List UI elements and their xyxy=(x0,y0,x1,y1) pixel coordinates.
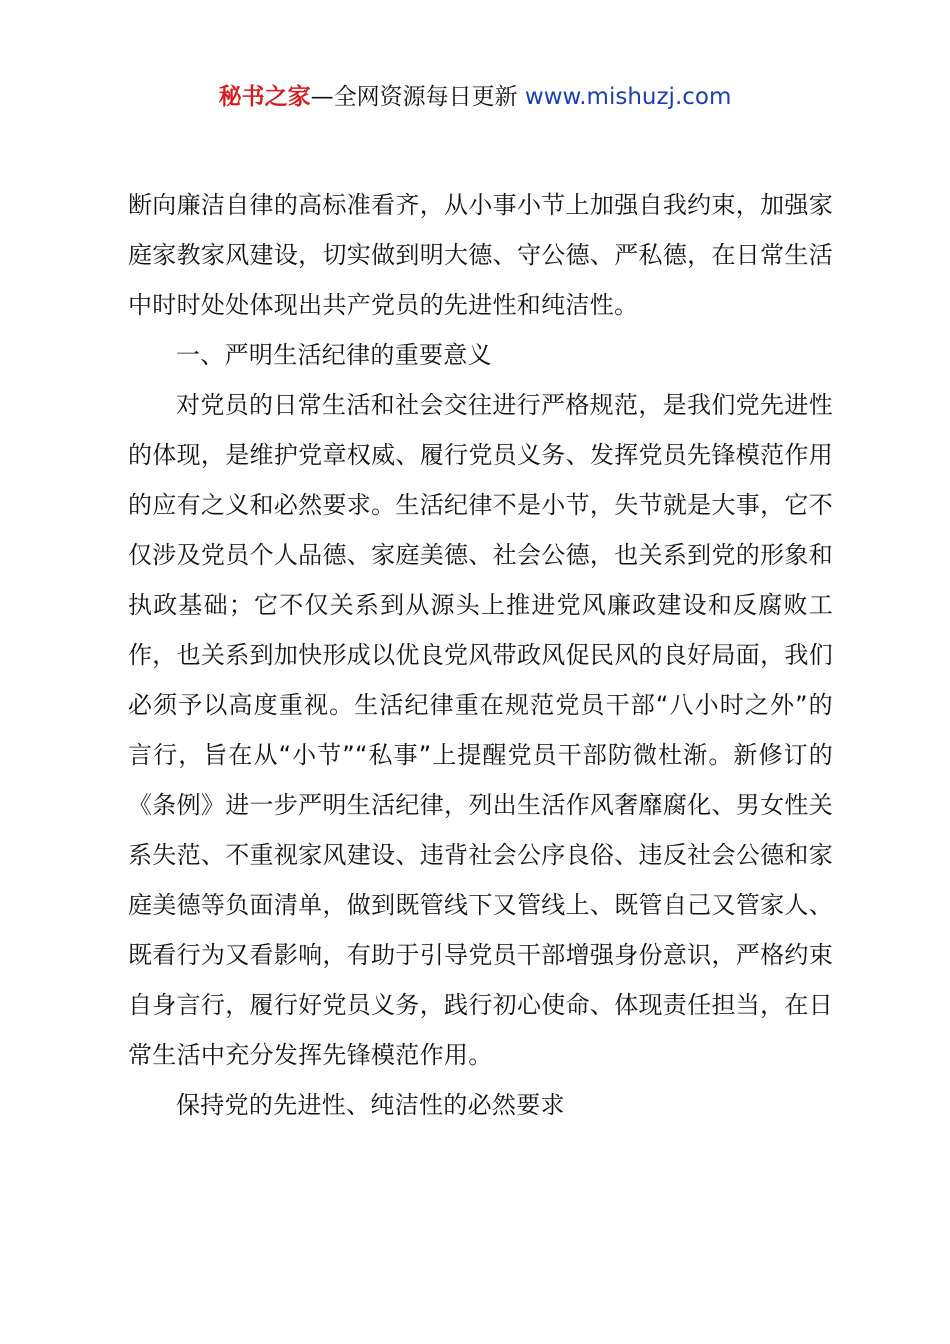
site-brand: 秘书之家 xyxy=(218,84,311,110)
paragraph-continuation: 断向廉洁自律的高标准看齐，从小事小节上加强自我约束，加强家庭家教家风建设，切实做到明大德、守公德、严私德，在日常生活中时时处处体现出共产党员的先进性和纯洁性。 xyxy=(128,191,833,319)
document-body xyxy=(128,180,833,1130)
site-url-link[interactable]: www.mishuzj.com xyxy=(524,84,732,110)
site-tagline: —全网资源每日更新 xyxy=(310,84,525,110)
page-header xyxy=(0,80,950,114)
subsection-heading: 保持党的先进性、纯洁性的必然要求 xyxy=(176,1091,565,1119)
section-heading: 一、严明生活纪律的重要意义 xyxy=(176,341,492,369)
paragraph-main: 对党员的日常生活和社会交往进行严格规范，是我们党先进性的体现，是维护党章权威、履行党员义务、发挥党员先锋模范作用的应有之义和必然要求。生活纪律不是小节，失节就是大事，它不仅涉及党员个人品德、家庭美德、社会公德，也关系到党的形象和执政基础；它不仅关系到从源头上推进党风廉政建设和反腐败工作，也关系到加快形成以优良党风带政风促民风的良好局面，我们必须予以高度重视。生活纪律重在规范党员干部“八小时之外”的言行，旨在从“小节”“私事”上提醒党员干部防微杜渐。新修订的《条例》进一步严明生活纪律，列出生活作风奢靡腐化、男女性关系失范、不重视家风建设、违背社会公序良俗、违反社会公德和家庭美德等负面清单，做到既管线下又管线上、既管自己又管家人、既看行为又看影响，有助于引导党员干部增强身份意识，严格约束自身言行，履行好党员义务，践行初心使命、体现责任担当，在日常生活中充分发挥先锋模范作用。 xyxy=(128,391,833,1069)
